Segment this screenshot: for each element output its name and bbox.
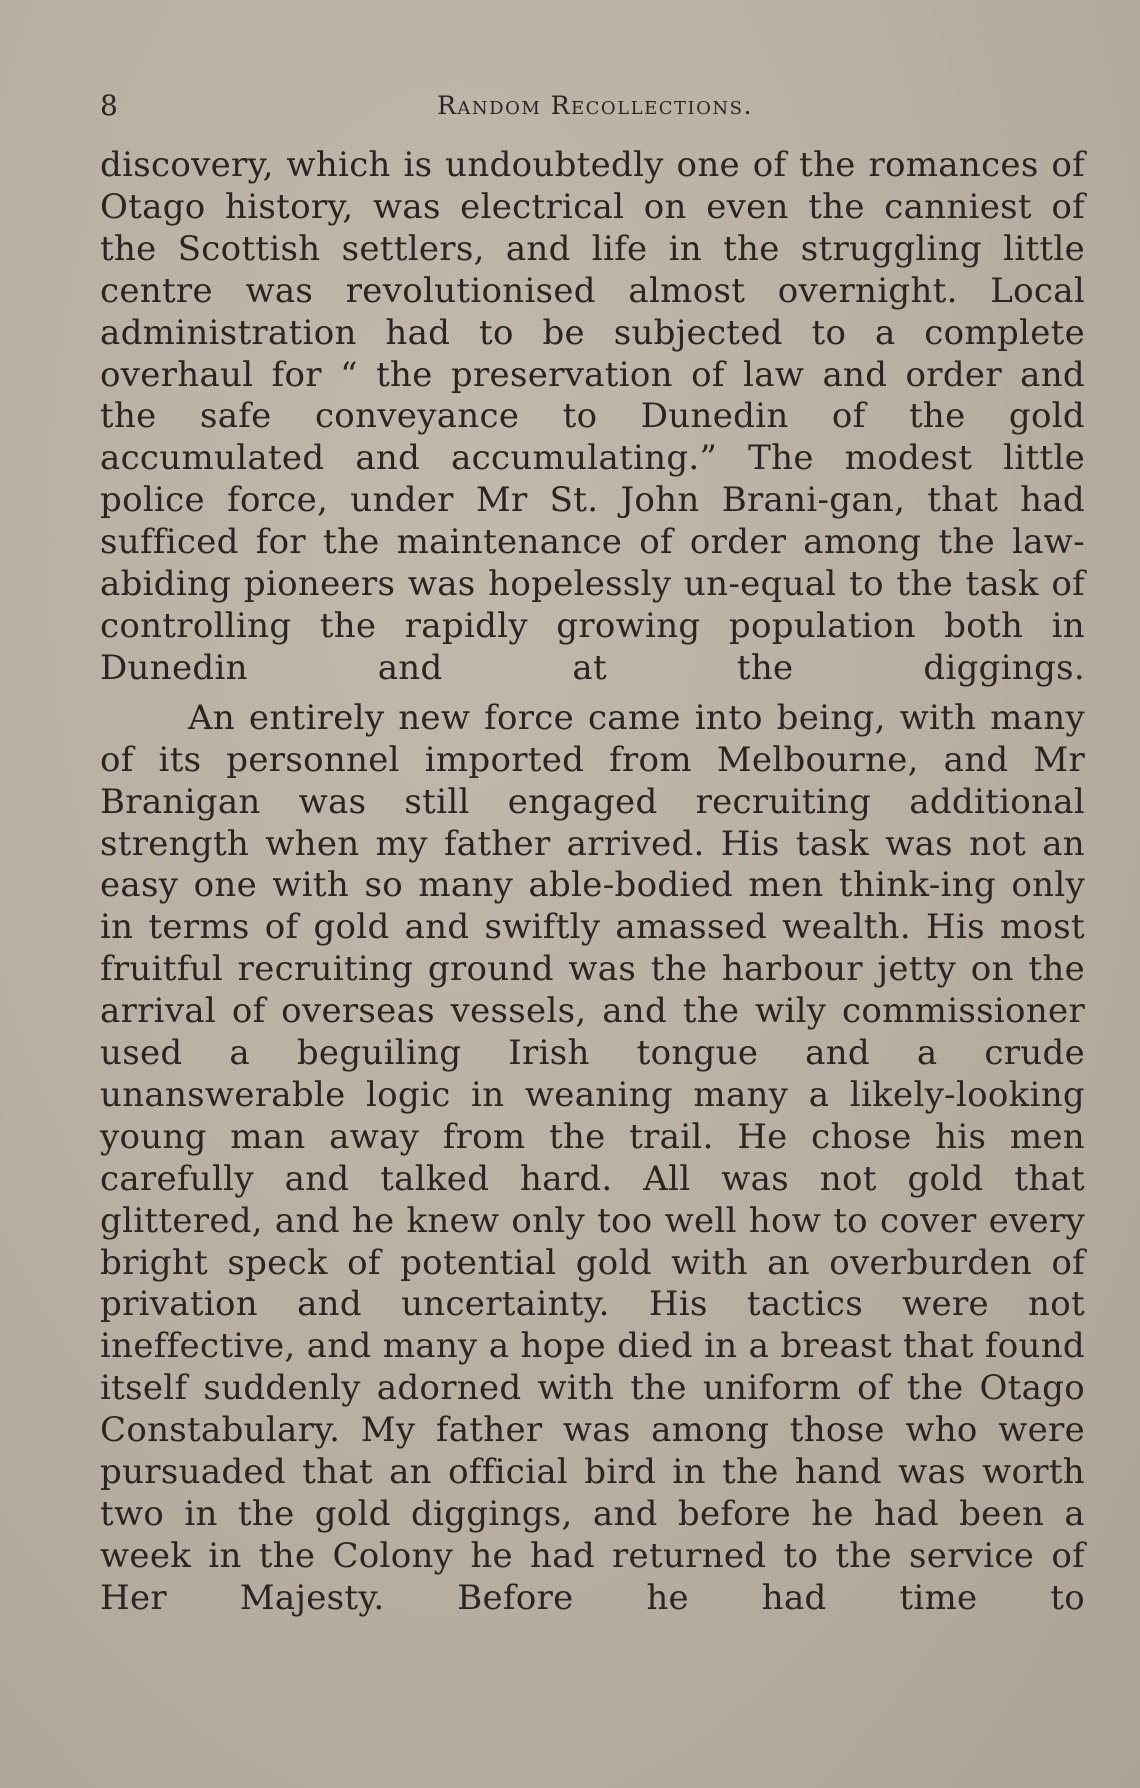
paragraph-continuation: discovery, which is undoubtedly one of the romances of Otago history, was electrical on even the canniest of the Scottish settlers, and life in the struggling little centre was revolutionised almost overnight. Local administration had to be subjected to a complete overhaul for “ the preservation of law and order and the safe conveyance to Dunedin of the gold accumulated and accumulating.” The modest little police force, under Mr St. John Brani-gan, that had sufficed for the maintenance of order among the law-abiding pioneers was hopelessly un-equal to the task of controlling the rapidly growing population both in Dunedin and at the diggings. [100, 145, 1085, 688]
page-number: 8 [100, 89, 118, 122]
body-text [100, 145, 1085, 1620]
running-title: Random Recollections. [437, 91, 753, 120]
running-head [100, 86, 1090, 126]
paragraph-new-force: An entirely new force came into being, with many of its personnel imported from Melbourne, and Mr Branigan was still engaged recruiting additional strength when my father arrived. His task was not an easy one with so many able-bodied men think-ing only in terms of gold and swiftly amassed wealth. His most fruitful recruiting ground was the harbour jetty on the arrival of overseas vessels, and the wily commissioner used a beguiling Irish tongue and a crude unanswerable logic in weaning many a likely-looking young man away from the trail. He chose his men carefully and talked hard. All was not gold that glittered, and he knew only too well how to cover every bright speck of potential gold with an overburden of privation and uncertainty. His tactics were not ineffective, and many a hope died in a breast that found itself suddenly adorned with the uniform of the Otago Constabulary. My father was among those who were pursuaded that an official bird in the hand was worth two in the gold diggings, and before he had been a week in the Colony he had returned to the service of Her Majesty. Before he had time to [100, 697, 1085, 1618]
